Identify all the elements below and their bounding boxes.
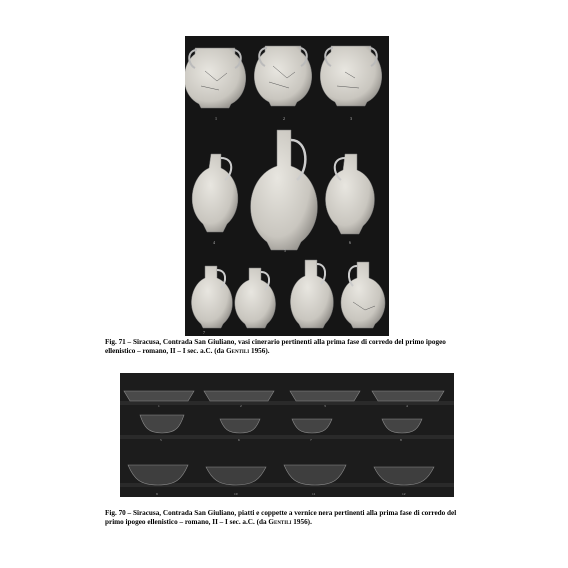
- fig71-label: Fig. 71 –: [105, 338, 133, 346]
- plate-label-3: 3: [324, 404, 326, 408]
- plate-label-10: 10: [234, 492, 238, 496]
- plate-label-8: 8: [400, 438, 402, 442]
- vase-label-6: 6: [349, 240, 351, 245]
- figure-71-photo: [185, 36, 389, 336]
- vase-5: [251, 130, 318, 250]
- figure-71-caption: [105, 338, 475, 356]
- fig71-author: Gentili: [226, 347, 250, 355]
- plate-label-1: 1: [158, 404, 160, 408]
- plate-label-4: 4: [406, 404, 408, 408]
- vase-4: [192, 154, 238, 232]
- vase-7: [191, 266, 232, 328]
- fig70-label: Fig. 70 –: [105, 509, 133, 517]
- fig71-text: Siracusa, Contrada San Giuliano, vasi cinerario pertinenti alla prima fase di corredo del primo ipogeo ellenistico – romano, II – I sec. a.C. (da: [105, 338, 446, 355]
- plate-label-5: 5: [160, 438, 162, 442]
- plate-label-7: 7: [310, 438, 312, 442]
- vase-label-7: 7: [203, 330, 205, 335]
- vase-2: [254, 46, 312, 106]
- vase-8: [235, 268, 276, 328]
- figure-70-photo: [120, 373, 454, 497]
- fig71-year: 1956).: [249, 347, 270, 355]
- vase-10: [341, 262, 385, 328]
- vase-label-3: 3: [350, 116, 352, 121]
- vase-label-2: 2: [283, 116, 285, 121]
- vases-photo: [185, 36, 389, 336]
- figure-70-caption: [105, 509, 475, 527]
- fig70-year: 1956).: [291, 518, 312, 526]
- vase-label-5: 5: [284, 248, 286, 253]
- plates-photo: [120, 373, 454, 497]
- plate-label-6: 6: [238, 438, 240, 442]
- vase-label-4: 4: [213, 240, 215, 245]
- vase-3: [320, 46, 382, 106]
- vase-9: [290, 260, 333, 328]
- fig70-author: Gentili: [268, 518, 292, 526]
- plate-label-9: 9: [156, 492, 158, 496]
- plate-label-2: 2: [240, 404, 242, 408]
- vase-6: [326, 154, 375, 234]
- plate-label-11: 11: [312, 492, 316, 496]
- vase-label-1: 1: [215, 116, 217, 121]
- fig70-text: Siracusa, Contrada San Giuliano, piatti e coppette a vernice nera pertinenti alla prima fase di corredo del primo ipogeo ellenistico – romano, II – I sec. a.C. (da: [105, 509, 457, 526]
- plate-label-12: 12: [402, 492, 406, 496]
- vase-1: [185, 48, 246, 108]
